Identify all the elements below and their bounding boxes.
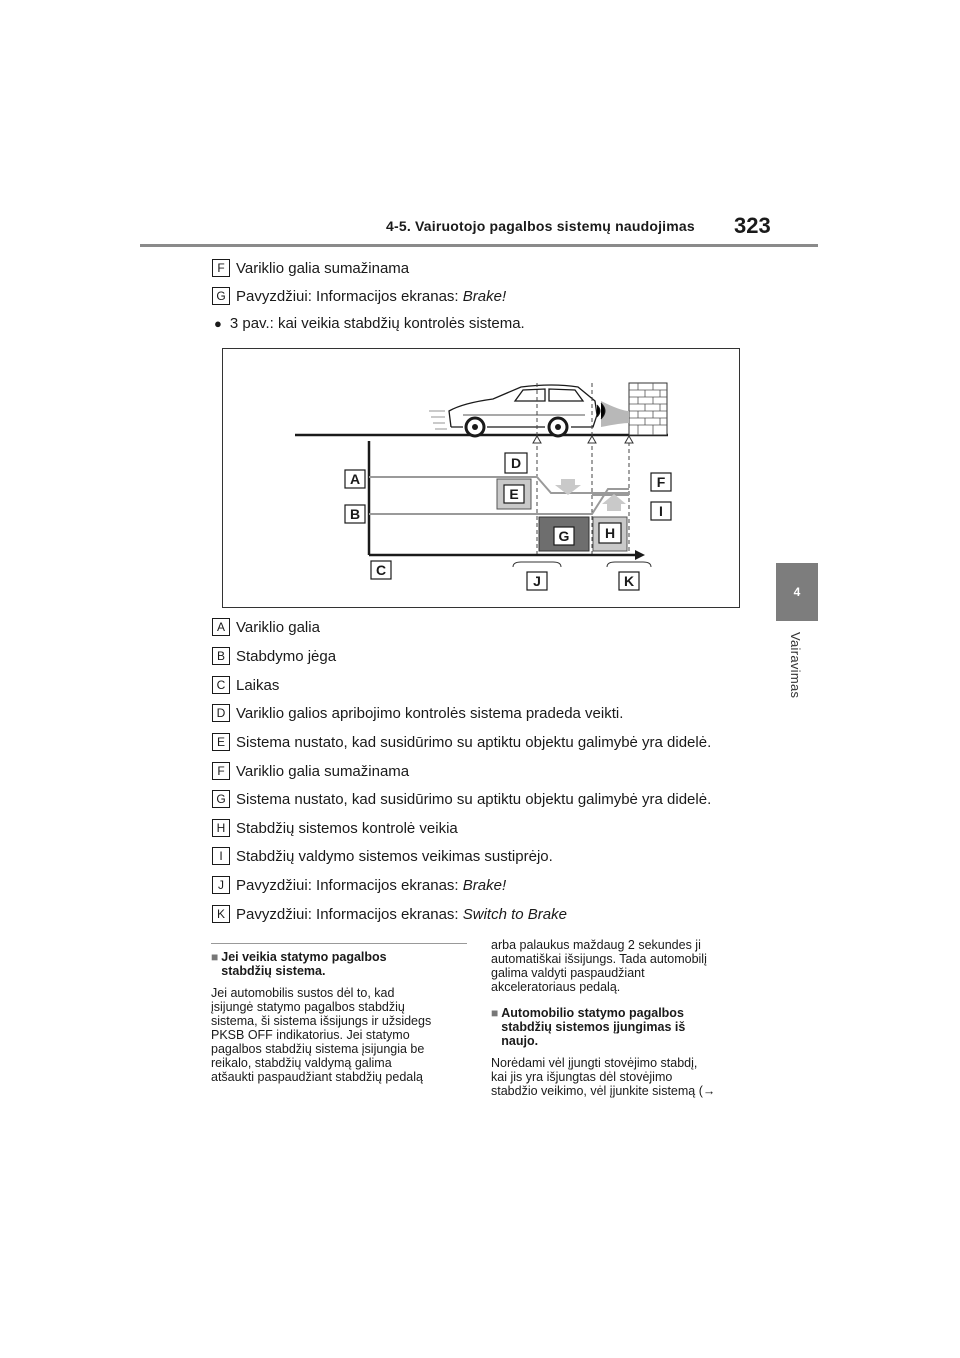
diagram-figure (222, 348, 740, 608)
legend-text: Pavyzdžiui: Informacijos ekranas: (236, 905, 459, 923)
label-a: A (349, 471, 361, 487)
legend-text: Laikas (236, 676, 280, 694)
chapter-label: Vairavimas (788, 632, 803, 699)
top-item-text: Variklio galia sumažinama (236, 259, 410, 277)
label-d: D (510, 455, 522, 471)
top-item-f (212, 259, 409, 277)
right-heading-line: stabdžių sistemos įjungimas iš (501, 1020, 686, 1034)
left-body (211, 986, 473, 1084)
label-g: G (558, 528, 570, 544)
marker-triangles (533, 436, 633, 443)
brick-wall (629, 383, 667, 435)
label-e: E (509, 486, 519, 502)
letter-badge: H (212, 819, 230, 837)
left-heading (211, 950, 473, 978)
left-body-line: įsijungė statymo pagalbos stabdžių (211, 1000, 405, 1014)
label-k: K (623, 573, 635, 589)
top-item-italic: Brake! (462, 287, 507, 305)
right-body-line: arba palaukus maždaug 2 sekundes ji (491, 938, 701, 952)
time-arrow-icon (635, 550, 645, 560)
legend-item (212, 647, 336, 665)
legend-item (212, 905, 567, 923)
legend-text: Stabdymo jėga (236, 647, 337, 665)
page-number: 323 (734, 213, 771, 238)
legend-text: Sistema nustato, kad susidūrimo su aptiktu objektu galimybė yra didelė. (236, 733, 712, 751)
bracket-j (513, 562, 561, 567)
right-body-line: automatiškai išsijungs. Tada automobilį (491, 952, 707, 966)
section-square-icon: ■ (211, 950, 219, 964)
bullet-dot-icon: ● (214, 316, 222, 331)
column-separator (211, 943, 467, 944)
legend-text: Stabdžių sistemos kontrolė veikia (236, 819, 458, 837)
legend-item (212, 762, 409, 780)
right-heading-line: naujo. (501, 1034, 539, 1048)
chapter-number: 4 (793, 585, 801, 599)
left-column (211, 950, 473, 1084)
legend-text: Pavyzdžiui: Informacijos ekranas: (236, 876, 459, 894)
letter-badge: C (212, 676, 230, 694)
left-heading-line: Jei veikia statymo pagalbos (221, 950, 387, 964)
section-title: 4-5. Vairuotojo pagalbos sistemų naudojimas (386, 218, 695, 234)
label-b: B (349, 506, 361, 522)
top-item-g (212, 287, 506, 305)
left-body-line: sistema, ši sistema išsijungs ir užsidegs (211, 1014, 432, 1028)
right-heading (491, 1006, 753, 1048)
right-body-line: kai jis yra išjungtas dėl stovėjimo (491, 1070, 673, 1084)
right-body-1 (491, 938, 753, 994)
right-body-line: Norėdami vėl įjungti stovėjimo stabdį, (491, 1056, 698, 1070)
bracket-k (607, 562, 651, 567)
right-heading-line: Automobilio statymo pagalbos (501, 1006, 684, 1020)
section-square-icon: ■ (491, 1006, 499, 1020)
label-j: J (533, 573, 541, 589)
right-column (491, 938, 753, 1098)
right-body-line: galima valdyti paspaudžiant (491, 966, 645, 980)
legend-text: Sistema nustato, kad susidūrimo su aptiktu objektu galimybė yra didelė. (236, 790, 712, 808)
legend-text: Variklio galia sumažinama (236, 762, 410, 780)
letter-badge: F (212, 259, 230, 277)
letter-badge: G (212, 790, 230, 808)
header-rule (140, 244, 818, 247)
legend-item (212, 704, 623, 722)
legend-item (212, 847, 553, 865)
legend-text: Stabdžių valdymo sistemos veikimas sustiprėjo. (236, 847, 553, 865)
label-i: I (659, 503, 663, 519)
legend-italic: Brake! (462, 876, 507, 894)
label-c: C (375, 562, 387, 578)
right-body-2 (491, 1056, 753, 1098)
left-body-line: reikalo, stabdžių valdymą galima (211, 1056, 392, 1070)
right-body-line: stabdžio veikimo, vėl įjunkite sistemą (→ (491, 1084, 716, 1098)
label-h: H (604, 525, 616, 541)
letter-badge: K (212, 905, 230, 923)
legend-text: Variklio galios apribojimo kontrolės sistema pradeda veikti. (236, 704, 624, 722)
legend-item (212, 819, 458, 837)
letter-badge: E (212, 733, 230, 751)
letter-badge: D (212, 704, 230, 722)
left-body-line: Jei automobilis sustos dėl to, kad (211, 986, 395, 1000)
label-f: F (656, 474, 666, 490)
bullet-item (212, 315, 525, 332)
left-heading-line: stabdžių sistema. (221, 964, 326, 978)
letter-badge: I (212, 847, 230, 865)
legend-item (212, 733, 711, 751)
legend-item (212, 676, 279, 694)
legend-item (212, 876, 506, 894)
left-body-line: atšaukti paspaudžiant stabdžių pedalą (211, 1070, 423, 1084)
legend-item (212, 790, 711, 808)
legend-item (212, 618, 320, 636)
right-body-line: akceleratoriaus pedalą. (491, 980, 621, 994)
diagram-svg (223, 349, 741, 609)
left-body-line: PKSB OFF indikatorius. Jei statymo (211, 1028, 410, 1042)
left-body-line: pagalbos stabdžių sistema įsijungia be (211, 1042, 425, 1056)
top-item-text: Pavyzdžiui: Informacijos ekranas: (236, 287, 459, 305)
letter-badge: G (212, 287, 230, 305)
letter-badge: J (212, 876, 230, 894)
letter-badge: F (212, 762, 230, 780)
sensor-wave (601, 401, 629, 427)
letter-badge: A (212, 618, 230, 636)
brake-increase-arrow-icon (602, 494, 626, 511)
letter-badge: B (212, 647, 230, 665)
legend-italic: Switch to Brake (462, 905, 567, 923)
legend-text: Variklio galia (236, 618, 320, 636)
bullet-text: 3 pav.: kai veikia stabdžių kontrolės sistema. (229, 315, 525, 332)
car-motion-lines (429, 411, 447, 429)
